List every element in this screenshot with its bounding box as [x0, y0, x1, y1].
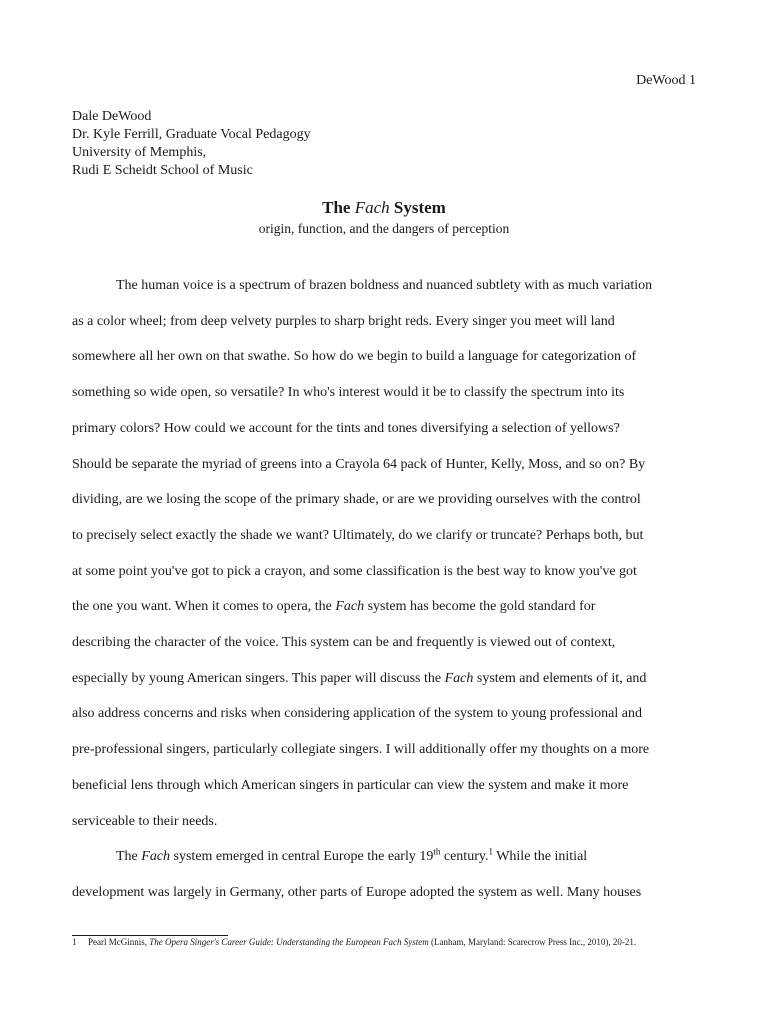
heading-block — [72, 108, 311, 180]
text-run: century. — [440, 849, 489, 865]
body-line — [72, 839, 696, 875]
body-line: something so wide open, so versatile? In who's interest would it be to classify the spectrum into its — [72, 385, 625, 401]
body-line: as a color wheel; from deep velvety purples to sharp bright reds. Every singer you meet will land — [72, 313, 615, 329]
text-run: The — [116, 849, 142, 865]
body-line: at some point you've got to pick a crayon, and some classification is the best way to know you've got — [72, 563, 637, 579]
ordinal-superscript: th — [433, 846, 441, 857]
footnote-number: 1 — [72, 937, 77, 947]
body-line — [72, 589, 696, 625]
body-text — [72, 268, 696, 911]
running-head: DeWood 1 — [636, 73, 696, 88]
body-line: serviceable to their needs. — [72, 813, 218, 829]
text-run: system and elements of it, and — [473, 670, 647, 686]
italic-term: Fach — [141, 849, 171, 865]
paper-title — [0, 198, 768, 218]
title-italic: Fach — [354, 198, 390, 217]
body-line: to precisely select exactly the shade we want? Ultimately, do we clarify or truncate? Perhaps both, but — [72, 527, 644, 543]
body-line: primary colors? How could we account for the tints and tones diversifying a selection of yellows? — [72, 420, 620, 436]
body-line — [72, 661, 696, 697]
body-line: pre-professional singers, particularly collegiate singers. I will additionally offer my thoughts on a more — [72, 742, 650, 758]
text-run: the one you want. When it comes to opera, the — [72, 599, 336, 615]
italic-term: Fach — [444, 670, 474, 686]
footnote-book-title: The Opera Singer's Career Guide: Understanding the European Fach System — [149, 937, 429, 947]
text-run: While the initial — [492, 849, 588, 865]
title-post: System — [389, 198, 446, 217]
paper-subtitle: origin, function, and the dangers of perception — [258, 221, 510, 236]
course-line: Dr. Kyle Ferrill, Graduate Vocal Pedagogy — [72, 127, 311, 142]
body-line: beneficial lens through which American singers in particular can view the system and make it more — [72, 777, 629, 793]
footnote-details: (Lanham, Maryland: Scarecrow Press Inc., 2010), 20-21. — [428, 937, 637, 947]
university-line: University of Memphis, — [72, 145, 207, 160]
body-line: also address concerns and risks when considering application of the system to young professional and — [72, 706, 642, 722]
title-pre: The — [322, 198, 355, 217]
body-line: development was largely in Germany, other parts of Europe adopted the system as well. Many houses — [72, 884, 642, 900]
body-line: The human voice is a spectrum of brazen boldness and nuanced subtlety with as much variation — [116, 278, 653, 293]
author-name: Dale DeWood — [72, 109, 152, 124]
body-line: somewhere all her own on that swathe. So how do we begin to build a language for categorization of — [72, 349, 637, 365]
school-line: Rudi E Scheidt School of Music — [72, 163, 253, 178]
body-line: Should be separate the myriad of greens into a Crayola 64 pack of Hunter, Kelly, Moss, and so on? By — [72, 456, 646, 472]
text-run: system has become the gold standard for — [364, 599, 596, 615]
footnote-author: Pearl McGinnis, — [88, 937, 150, 947]
text-run: system emerged in central Europe the early 19 — [170, 849, 434, 865]
italic-term: Fach — [335, 599, 365, 615]
footnote — [72, 936, 702, 949]
footnote-reference[interactable]: 1 — [488, 846, 493, 857]
text-run: especially by young American singers. This paper will discuss the — [72, 670, 445, 686]
body-line: dividing, are we losing the scope of the primary shade, or are we providing ourselves with the control — [72, 492, 641, 508]
body-line: describing the character of the voice. This system can be and frequently is viewed out of context, — [72, 635, 616, 651]
